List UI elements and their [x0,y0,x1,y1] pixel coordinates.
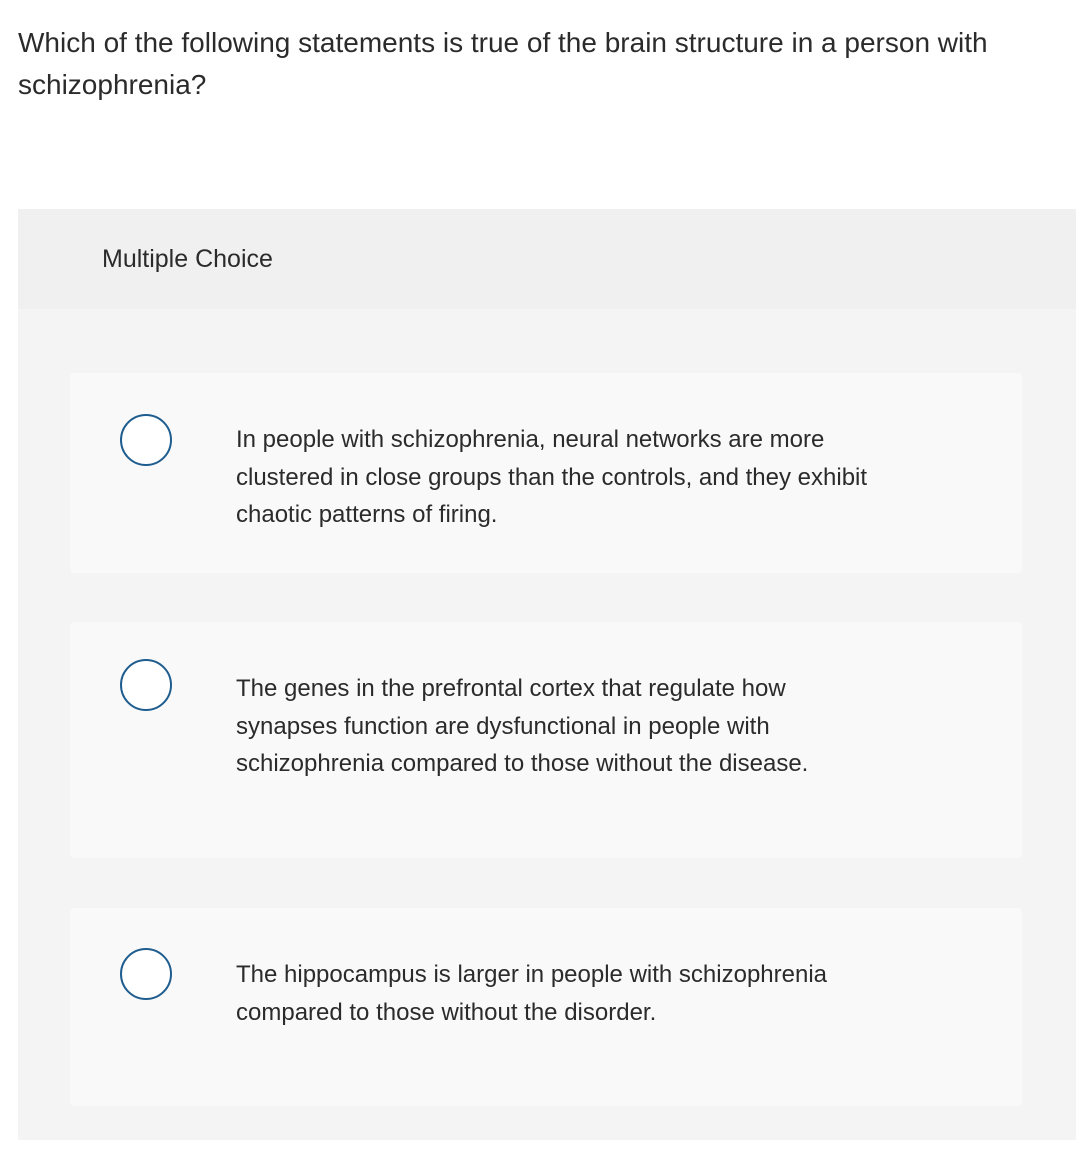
answer-option-1[interactable] [70,373,1022,573]
multiple-choice-header [18,209,1076,309]
multiple-choice-panel [18,209,1076,1140]
multiple-choice-label: Multiple Choice [102,245,273,273]
radio-button-icon[interactable] [120,948,172,1000]
answer-option-3-label: The hippocampus is larger in people with schizophrenia compared to those without the disorder. [236,961,827,1026]
answer-option-3[interactable] [70,908,1022,1106]
question-text: Which of the following statements is true of the brain structure in a person with schizophrenia? [18,27,988,100]
answer-option-1-label: In people with schizophrenia, neural networks are more clustered in close groups than the controls, and they exhibit chaotic patterns of firing. [236,426,868,528]
radio-button-icon[interactable] [120,414,172,466]
answer-option-2[interactable] [70,622,1022,858]
radio-button-icon[interactable] [120,659,172,711]
answer-option-2-label: The genes in the prefrontal cortex that regulate how synapses function are dysfunctional in people with schizophrenia compared to those without the disease. [236,675,809,777]
